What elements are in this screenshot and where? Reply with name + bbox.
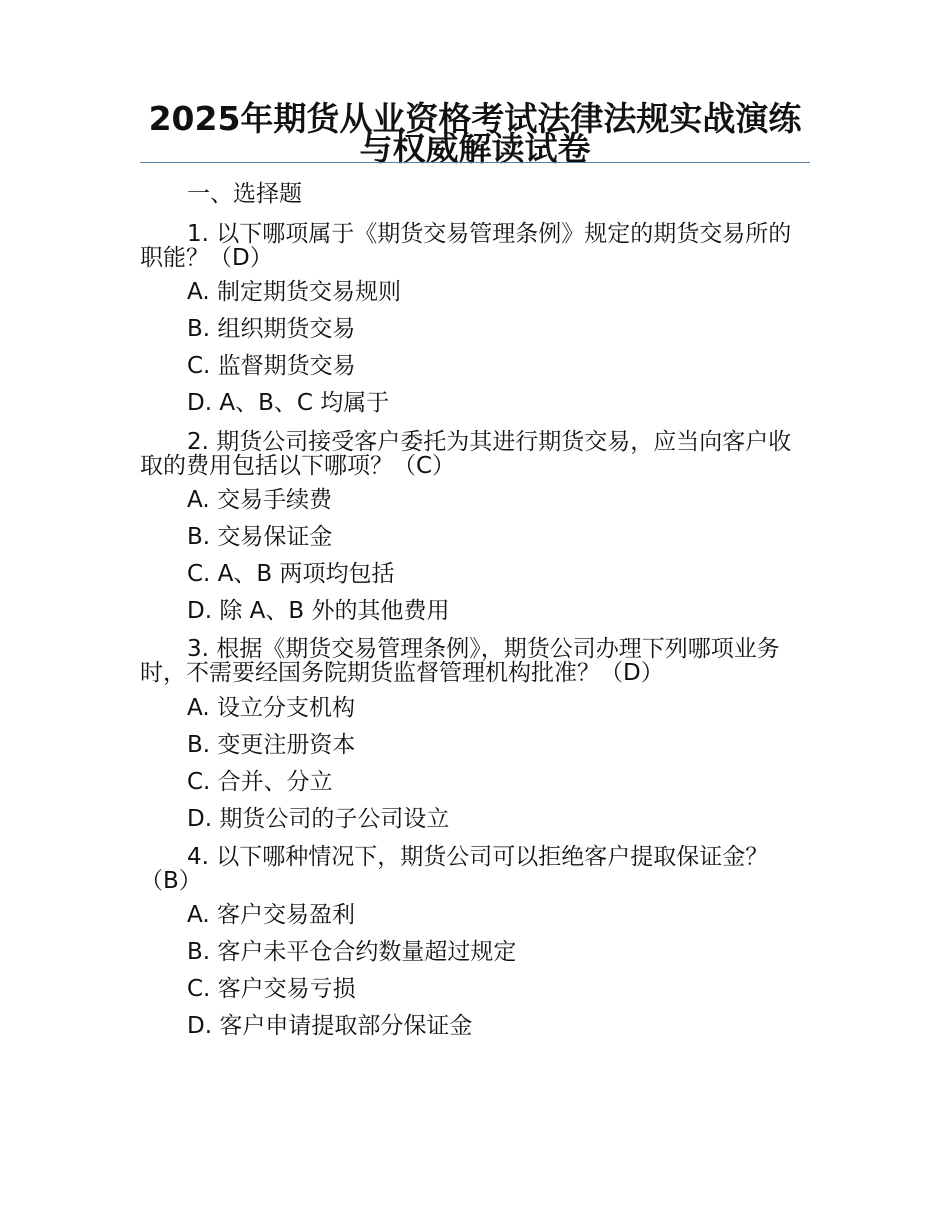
q3-option-a: A. 设立分支机构 — [187, 695, 355, 721]
q2-option-c: C. A、B 两项均包括 — [187, 561, 395, 587]
question-3-text: 3. 根据《期货交易管理条例》，期货公司办理下列哪项业务时，不需要经国务院期货监督管理机构批准？（D） — [140, 636, 780, 686]
q1-option-c: C. 监督期货交易 — [187, 353, 356, 379]
q4-option-d: D. 客户申请提取部分保证金 — [187, 1013, 473, 1039]
question-4-text: 4. 以下哪种情况下，期货公司可以拒绝客户提取保证金？（B） — [140, 844, 769, 894]
q2-option-b: B. 交易保证金 — [187, 524, 333, 550]
question-1-text: 1. 以下哪项属于《期货交易管理条例》规定的期货交易所的职能？（D） — [140, 221, 792, 271]
q4-option-b: B. 客户未平仓合约数量超过规定 — [187, 939, 517, 965]
question-2-text: 2. 期货公司接受客户委托为其进行期货交易，应当向客户收取的费用包括以下哪项？（C） — [140, 429, 792, 479]
q4-option-a: A. 客户交易盈利 — [187, 902, 355, 928]
q2-option-a: A. 交易手续费 — [187, 487, 332, 513]
q1-option-a: A. 制定期货交易规则 — [187, 279, 401, 305]
q3-option-c: C. 合并、分立 — [187, 769, 333, 795]
q1-option-b: B. 组织期货交易 — [187, 316, 356, 342]
q1-option-d: D. A、B、C 均属于 — [187, 390, 390, 416]
page-title: 2025年期货从业资格考试法律法规实战演练与权威解读试卷 — [148, 99, 802, 168]
q3-option-d: D. 期货公司的子公司设立 — [187, 806, 450, 832]
q4-option-c: C. 客户交易亏损 — [187, 976, 356, 1002]
title-divider — [140, 162, 810, 163]
section-heading: 一、选择题 — [187, 181, 302, 207]
q3-option-b: B. 变更注册资本 — [187, 732, 356, 758]
q2-option-d: D. 除 A、B 外的其他费用 — [187, 598, 450, 624]
